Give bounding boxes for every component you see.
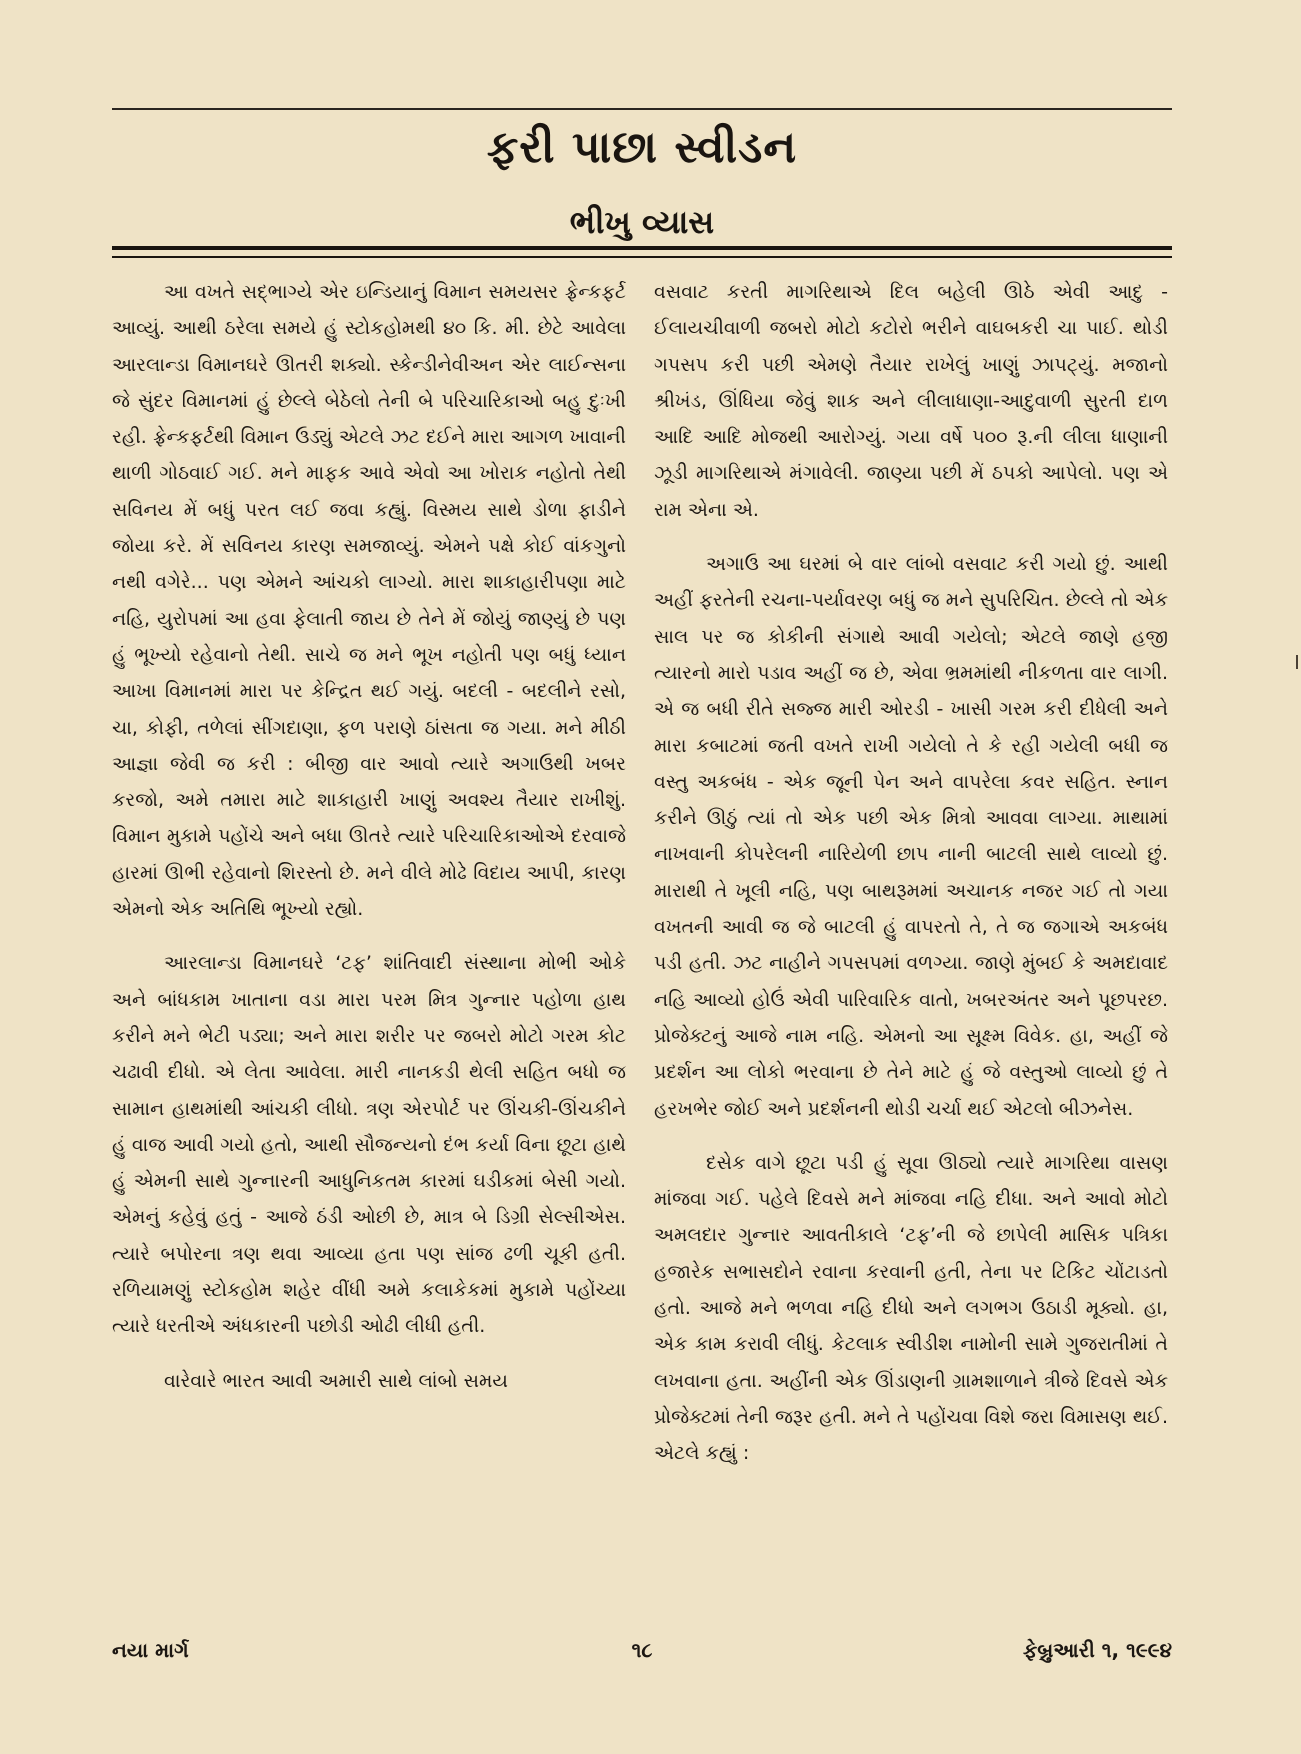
page-number: ૧૮ xyxy=(631,1638,653,1662)
magazine-name: નયા માર્ગ xyxy=(112,1638,189,1662)
header-rule-thin xyxy=(112,256,1172,258)
article-title: ફરી પાછા સ્વીડન xyxy=(486,122,798,173)
left-column xyxy=(112,274,626,1634)
top-rule xyxy=(112,108,1172,110)
article-author: ભીખુ વ્યાસ xyxy=(569,203,715,241)
issue-date: ફેબ્રુઆરી ૧, ૧૯૯૪ xyxy=(1022,1638,1172,1662)
right-column xyxy=(654,274,1168,1634)
paragraph: અગાઉ આ ઘરમાં બે વાર લાંબો વસવાટ કરી ગયો છું. આથી અહીં ફરતેની રચના-પર્યાવરણ બધું જ મને સુપરિચિત. છેલ્લે તો એક સાલ પર જ કોકીની સંગાથે આવી ગયેલો; એટલે જાણે હજી ત્યારનો મારો પડાવ અહીં જ છે, એવા ભ્રમમાંથી નીકળતા વાર લાગી. એ જ બધી રીતે સજ્જ મારી ઓરડી - ખાસી ગરમ કરી દીધેલી અને મારા કબાટમાં જતી વખતે રાખી ગયેલો તે કે રહી ગયેલી બધી જ વસ્તુ અકબંધ - એક જૂની પેન અને વાપરેલા કવર સહિત. સ્નાન કરીને ઊઠું ત્યાં તો એક પછી એક મિત્રો આવવા લાગ્યા. માથામાં નાખવાની કોપરેલની નારિયેળી છાપ નાની બાટલી સાથે લાવ્યો છું. મારાથી તે ખૂલી નહિ, પણ બાથરૂમમાં અચાનક નજર ગઈ તો ગયા વખતની આવી જ જે બાટલી હું વાપરતો તે, તે જ જગાએ અકબંધ પડી હતી. ઝટ નાહીને ગપસપમાં વળગ્યા. જાણે મુંબઈ કે અમદાવાદ નહિ આવ્યો હોઉં એવી પારિવારિક વાતો, ખબરઅંતર અને પૂછપરછ. પ્રોજેક્ટનું આજે નામ નહિ. એમનો આ સૂક્ષ્મ વિવેક. હા, અહીં જે પ્રદર્શન આ લોકો ભરવાના છે તેને માટે હું જે વસ્તુઓ લાવ્યો છું તે હરખભેર જોઈ અને પ્રદર્શનની થોડી ચર્ચા થઈ એટલો બીઝનેસ. xyxy=(654,553,1168,1120)
page-footer xyxy=(112,1638,1172,1668)
scan-edge-mark xyxy=(1296,655,1298,669)
paragraph: વારેવારે ભારત આવી અમારી સાથે લાંબો સમય xyxy=(164,1369,508,1392)
paragraph: દસેક વાગે છૂટા પડી હું સૂવા ઊઠ્યો ત્યારે માગરિથા વાસણ માંજવા ગઈ. પહેલે દિવસે મને માંજવા નહિ દીધા. અને આવો મોટો અમલદાર ગુન્નાર આવતીકાલે ‘ટફ’ની જે છાપેલી માસિક પત્રિકા હજારેક સભાસદોને રવાના કરવાની હતી, તેના પર ટિકિટ ચોંટાડતો હતો. આજે મને ભળવા નહિ દીધો અને લગભગ ઉઠાડી મૂક્યો. હા, એક કામ કરાવી લીધું. કેટલાક સ્વીડીશ નામોની સામે ગુજરાતીમાં તે લખવાના હતા. અહીંની એક ઊંડાણની ગ્રામશાળાને ત્રીજે દિવસે એક પ્રોજેક્ટમાં તેની જરૂર હતી. મને તે પહોંચવા વિશે જરા વિમાસણ થઈ. એટલે કહ્યું : xyxy=(654,1151,1168,1465)
paragraph: વસવાટ કરતી માગરિથાએ દિલ બહેલી ઊઠે એવી આદુ - ઈલાયચીવાળી જબરો મોટો કટોરો ભરીને વાઘબકરી ચા પાઈ. થોડી ગપસપ કરી પછી એમણે તૈયાર રાખેલું ખાણું ઝાપટ્યું. મજાનો શ્રીખંડ, ઊંધિયા જેવું શાક અને લીલાધાણા-આદુવાળી સુરતી દાળ આદિ આદિ મોજથી આરોગ્યું. ગયા વર્ષે ૫૦૦ રૂ.ની લીલા ધાણાની ઝૂડી માગરિથાએ મંગાવેલી. જાણ્યા પછી મેં ઠપકો આપેલો. પણ એ રામ એના એ. xyxy=(654,281,1168,521)
header-rule-thick xyxy=(112,246,1172,250)
paragraph: આ વખતે સદ્ભાગ્યે એર ઇન્ડિયાનું વિમાન સમયસર ફ્રેન્કફર્ટ આવ્યું. આથી ઠરેલા સમયે હું સ્ટોકહોમથી ૪૦ કિ. મી. છેટે આવેલા આરલાન્ડા વિમાનઘરે ઊતરી શક્યો. સ્કેન્ડીનેવીઅન એર લાઈન્સના જે સુંદર વિમાનમાં હું છેલ્લે બેઠેલો તેની બે પરિચારિકાઓ બહુ દુઃખી રહી. ફ્રેન્કફર્ટથી વિમાન ઉડ્યું એટલે ઝટ દઈને મારા આગળ ખાવાની થાળી ગોઠવાઈ ગઈ. મને માફક આવે એવો આ ખોરાક નહોતો તેથી સવિનય મેં બધું પરત લઈ જવા કહ્યું. વિસ્મય સાથે ડોળા ફાડીને જોયા કરે. મેં સવિનય કારણ સમજાવ્યું. એમને પક્ષે કોઈ વાંકગુનો નથી વગેરે... પણ એમને આંચકો લાગ્યો. મારા શાકાહારીપણા માટે નહિ, યુરોપમાં આ હવા ફેલાતી જાય છે તેને મેં જોયું જાણ્યું છે પણ હું ભૂખ્યો રહેવાનો તેથી. સાચે જ મને ભૂખ નહોતી પણ બધું ધ્યાન આખા વિમાનમાં મારા પર કેન્દ્રિત થઈ ગયું. બદલી - બદલીને રસો, ચા, કોફી, તળેલાં સીંગદાણા, ફળ પરાણે ઠાંસતા જ ગયા. મને મીઠી આજ્ઞા જેવી જ કરી : બીજી વાર આવો ત્યારે અગાઉથી ખબર કરજો, અમે તમારા માટે શાકાહારી ખાણું અવશ્ય તૈયાર રાખીશું. વિમાન મુકામે પહોંચે અને બધા ઊતરે ત્યારે પરિચારિકાઓએ દરવાજે હારમાં ઊભી રહેવાનો શિરસ્તો છે. મને વીલે મોઢે વિદાય આપી, કારણ એમનો એક અતિથિ ભૂખ્યો રહ્યો. xyxy=(112,281,626,921)
paragraph: આરલાન્ડા વિમાનઘરે ‘ટફ’ શાંતિવાદી સંસ્થાના મોભી ઓકે અને બાંધકામ ખાતાના વડા મારા પરમ મિત્ર ગુન્નાર પહોળા હાથ કરીને મને ભેટી પડ્યા; અને મારા શરીર પર જબરો મોટો ગરમ કોટ ચઢાવી દીધો. એ લેતા આવેલા. મારી નાનકડી થેલી સહિત બધો જ સામાન હાથમાંથી આંચકી લીધો. ત્રણ એરપોર્ટ પર ઊંચકી-ઊંચકીને હું વાજ આવી ગયો હતો, આથી સૌજન્યનો દંભ કર્યા વિના છૂટા હાથે હું એમની સાથે ગુન્નારની આધુનિકતમ કારમાં ઘડીકમાં બેસી ગયો. એમનું કહેવું હતું - આજે ઠંડી ઓછી છે, માત્ર બે ડિગ્રી સેલ્સીએસ. ત્યારે બપોરના ત્રણ થવા આવ્યા હતા પણ સાંજ ઢળી ચૂકી હતી. રળિયામણું સ્ટોકહોમ શહેર વીંધી અમે કલાકેકમાં મુકામે પહોંચ્યા ત્યારે ધરતીએ અંધકારની પછોડી ઓઢી લીધી હતી. xyxy=(112,952,626,1338)
